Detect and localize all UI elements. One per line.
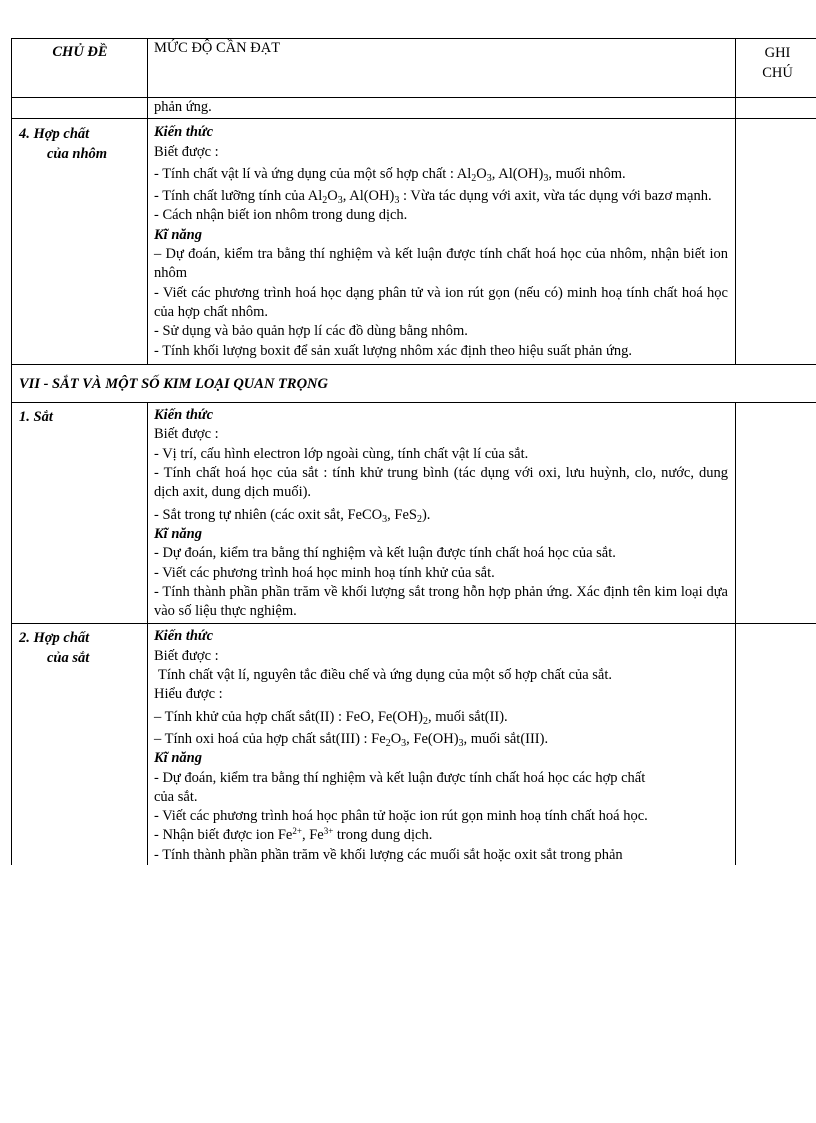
subheading-skills: Kĩ năng: [154, 750, 202, 767]
topic-title: 2. Hợp chất: [19, 630, 90, 647]
text-line: - Viết các phương trình hoá học dạng phân tử và ion rút gọn (nếu có) minh hoạ tính chất hoá học của hợp chất nhôm.: [154, 284, 728, 320]
note-cell: [736, 624, 816, 865]
note-cell: [736, 403, 816, 624]
subheading-skills: Kĩ năng: [154, 525, 202, 542]
text-line: Biết được :: [154, 143, 219, 160]
topic-cell: [12, 403, 148, 624]
text-line: – Tính oxi hoá của hợp chất sắt(III) : $Fe_2O_3$, $Fe(OH)_3$, muối sắt(III).: [154, 730, 549, 749]
subheading-knowledge: Kiến thức: [154, 628, 214, 645]
curriculum-table: [11, 38, 816, 865]
content-cell: [148, 98, 736, 119]
section-row: [12, 364, 816, 402]
text-line: Biết được :: [154, 647, 219, 664]
text-line: - Vị trí, cấu hình electron lớp ngoài cùng, tính chất vật lí của sắt.: [154, 445, 529, 462]
note-cell: [736, 119, 816, 365]
text-line: - Viết các phương trình hoá học phân tử hoặc ion rút gọn minh hoạ tính chất hoá học.: [154, 808, 648, 825]
topic-title-cont: của nhôm: [47, 145, 108, 162]
topic-cell: [12, 119, 148, 365]
text-line: - Dự đoán, kiểm tra bằng thí nghiệm và kết luận được tính chất hoá học các hợp chất: [154, 769, 646, 786]
header-note: [736, 39, 816, 98]
text-line: – Tính khử của hợp chất sắt(II) : FeO, $Fe(OH)_2$, muối sắt(II).: [154, 708, 508, 727]
text-line: – Dự đoán, kiểm tra bằng thí nghiệm và kết luận được tính chất hoá học của nhôm, nhận biết ion nhôm: [154, 246, 728, 282]
table-row: [12, 119, 816, 365]
topic-cell: [12, 624, 148, 865]
section-title: VII - SẮT VÀ MỘT SỐ KIM LOẠI QUAN TRỌNG: [12, 364, 816, 402]
text-line: - Tính thành phần phần trăm về khối lượng các muối sắt hoặc oxit sắt trong phản: [154, 846, 623, 863]
topic-title: 1. Sắt: [19, 409, 53, 426]
text-line: - Dự đoán, kiểm tra bằng thí nghiệm và kết luận được tính chất hoá học của sắt.: [154, 545, 616, 562]
text-line: - Tính khối lượng boxit để sản xuất lượng nhôm xác định theo hiệu suất phản ứng.: [154, 342, 633, 359]
text-line: Tính chất vật lí, nguyên tắc điều chế và ứng dụng của một số hợp chất của sắt.: [158, 667, 613, 684]
text-line: - Tính chất hoá học của sắt : tính khử trung bình (tác dụng với oxi, lưu huỳnh, clo, nước, dung dịch axit, dung dịch muối).: [154, 465, 728, 501]
subheading-knowledge: Kiến thức: [154, 124, 214, 141]
text-line: - Tính chất vật lí và ứng dụng của một số hợp chất : $Al_2O_3$, $Al(OH)_3$, muối nhôm.: [154, 165, 626, 184]
text-line: - Nhận biết được ion $Fe^{2+}$, $Fe^{3+}$ trong dung dịch.: [154, 826, 433, 844]
continued-text: phản ứng.: [154, 99, 212, 115]
topic-title: 4. Hợp chất: [19, 126, 90, 143]
header-note-line1: GHI: [764, 45, 791, 61]
text-line: - Tính thành phần phần trăm về khối lượng sắt trong hỗn hợp phản ứng. Xác định tên kim loại dựa vào số liệu thực nghiệm.: [154, 583, 728, 620]
text-line: - Sử dụng và bảo quản hợp lí các đồ dùng bằng nhôm.: [154, 323, 468, 340]
topic-title-cont: của sắt: [47, 649, 90, 666]
table-row: [12, 624, 816, 865]
subheading-knowledge: Kiến thức: [154, 407, 214, 424]
topic-cell: [12, 98, 148, 119]
text-line: - Tính chất lưỡng tính của $Al_2O_3$, $Al(OH)_3$ : Vừa tác dụng với axit, vừa tác dụng với bazơ mạnh.: [154, 188, 712, 207]
subheading-skills: Kĩ năng: [154, 226, 202, 243]
text-line: Biết được :: [154, 426, 219, 443]
text-line: của sắt.: [154, 788, 198, 805]
text-line: Hiểu được :: [154, 686, 223, 703]
content-cell: [148, 119, 736, 365]
table-header-row: [12, 39, 816, 98]
text-line: - Viết các phương trình hoá học minh hoạ tính khử của sắt.: [154, 564, 495, 581]
note-cell: [736, 98, 816, 119]
header-note-line2: CHÚ: [762, 65, 793, 81]
text-line: - Cách nhận biết ion nhôm trong dung dịch.: [154, 207, 408, 224]
text-line: - Sắt trong tự nhiên (các oxit sắt, FeCO$_3$, FeS$_2$).: [154, 506, 431, 525]
header-level: MỨC ĐỘ CẦN ĐẠT: [148, 39, 736, 98]
table-row: [12, 98, 816, 119]
content-cell: [148, 624, 736, 865]
table-row: [12, 403, 816, 624]
header-topic: CHỦ ĐỀ: [12, 39, 148, 98]
content-cell: [148, 403, 736, 624]
